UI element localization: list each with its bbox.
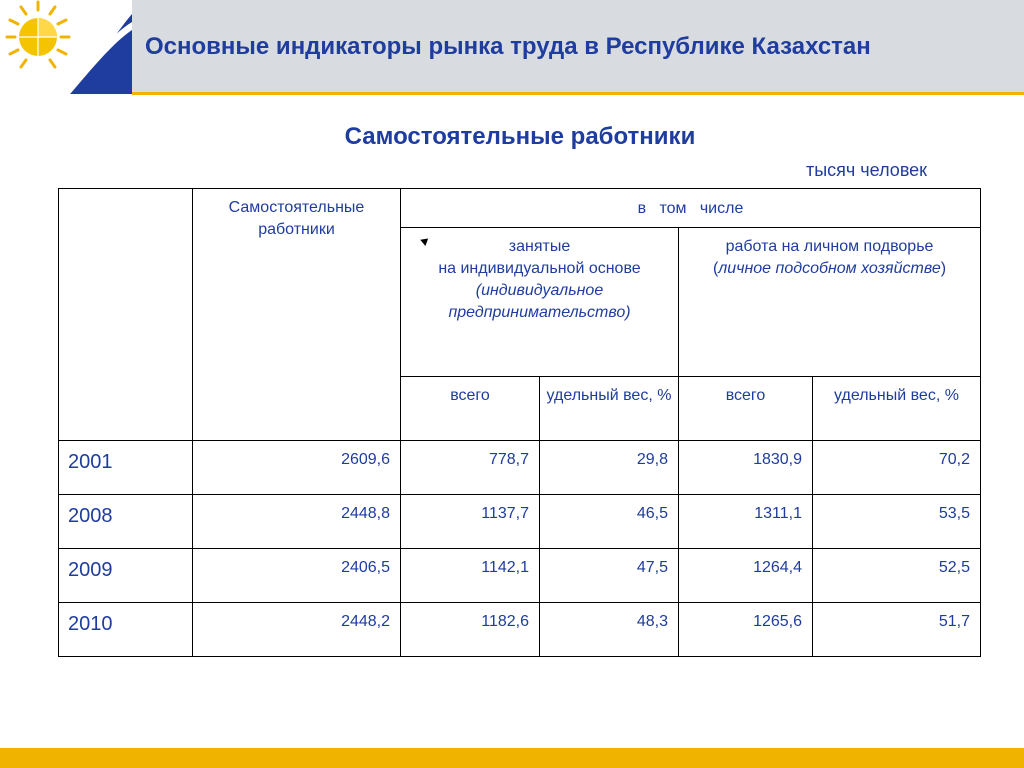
- table-row: [59, 495, 981, 549]
- cell-ind-share: 48,3: [540, 603, 679, 657]
- cell-sub-share: 53,5: [813, 495, 981, 549]
- header-individual-italic: (индивидуальное предпринимательство): [448, 282, 631, 321]
- corner-cell: [59, 189, 193, 441]
- table-row: [59, 549, 981, 603]
- data-table: [58, 188, 981, 657]
- cell-total: 2448,8: [193, 495, 401, 549]
- row-year: 2001: [59, 441, 193, 495]
- cell-ind-share: 29,8: [540, 441, 679, 495]
- table-row: [59, 441, 981, 495]
- page-title: Основные индикаторы рынка труда в Республике Казахстан: [145, 33, 871, 60]
- cell-sub-share: 51,7: [813, 603, 981, 657]
- header-ind-total: всего: [401, 377, 540, 441]
- header-individual: [401, 228, 679, 377]
- cell-total: 2448,2: [193, 603, 401, 657]
- header-ind-share: удельный вес, %: [540, 377, 679, 441]
- header-sub-share: удельный вес, %: [813, 377, 981, 441]
- header-including: в том числе: [401, 189, 981, 228]
- header-subsidiary-italic: личное подсобном хозяйстве: [718, 260, 941, 277]
- row-year: 2008: [59, 495, 193, 549]
- cell-sub-total: 1311,1: [679, 495, 813, 549]
- cell-sub-total: 1264,4: [679, 549, 813, 603]
- header-subsidiary: работа на личном подворье (личное подсобном хозяйстве): [679, 228, 981, 377]
- header-total: Самостоятельные работники: [193, 189, 401, 441]
- cell-total: 2406,5: [193, 549, 401, 603]
- cell-sub-total: 1265,6: [679, 603, 813, 657]
- header-subsidiary-line1: работа на личном подворье: [725, 238, 934, 255]
- cell-ind-total: 1137,7: [401, 495, 540, 549]
- header-band: [0, 0, 1024, 94]
- row-year: 2009: [59, 549, 193, 603]
- cell-sub-total: 1830,9: [679, 441, 813, 495]
- table-title: Самостоятельные работники: [344, 123, 696, 150]
- row-year: 2010: [59, 603, 193, 657]
- cell-ind-total: 1182,6: [401, 603, 540, 657]
- logo: [0, 0, 132, 94]
- header-sub-total: всего: [679, 377, 813, 441]
- cell-ind-share: 46,5: [540, 495, 679, 549]
- cell-sub-share: 70,2: [813, 441, 981, 495]
- cell-total: 2609,6: [193, 441, 401, 495]
- footer-bar: [0, 748, 1024, 768]
- header-individual-line2: на индивидуальной основе: [438, 260, 641, 277]
- cell-ind-total: 778,7: [401, 441, 540, 495]
- units-label: тысяч человек: [806, 160, 928, 180]
- header-individual-line1: занятые: [508, 238, 571, 255]
- cell-ind-total: 1142,1: [401, 549, 540, 603]
- cell-ind-share: 47,5: [540, 549, 679, 603]
- cell-sub-share: 52,5: [813, 549, 981, 603]
- table-row: [59, 603, 981, 657]
- sun-logo-icon: [0, 0, 132, 94]
- header-divider: [132, 92, 1024, 95]
